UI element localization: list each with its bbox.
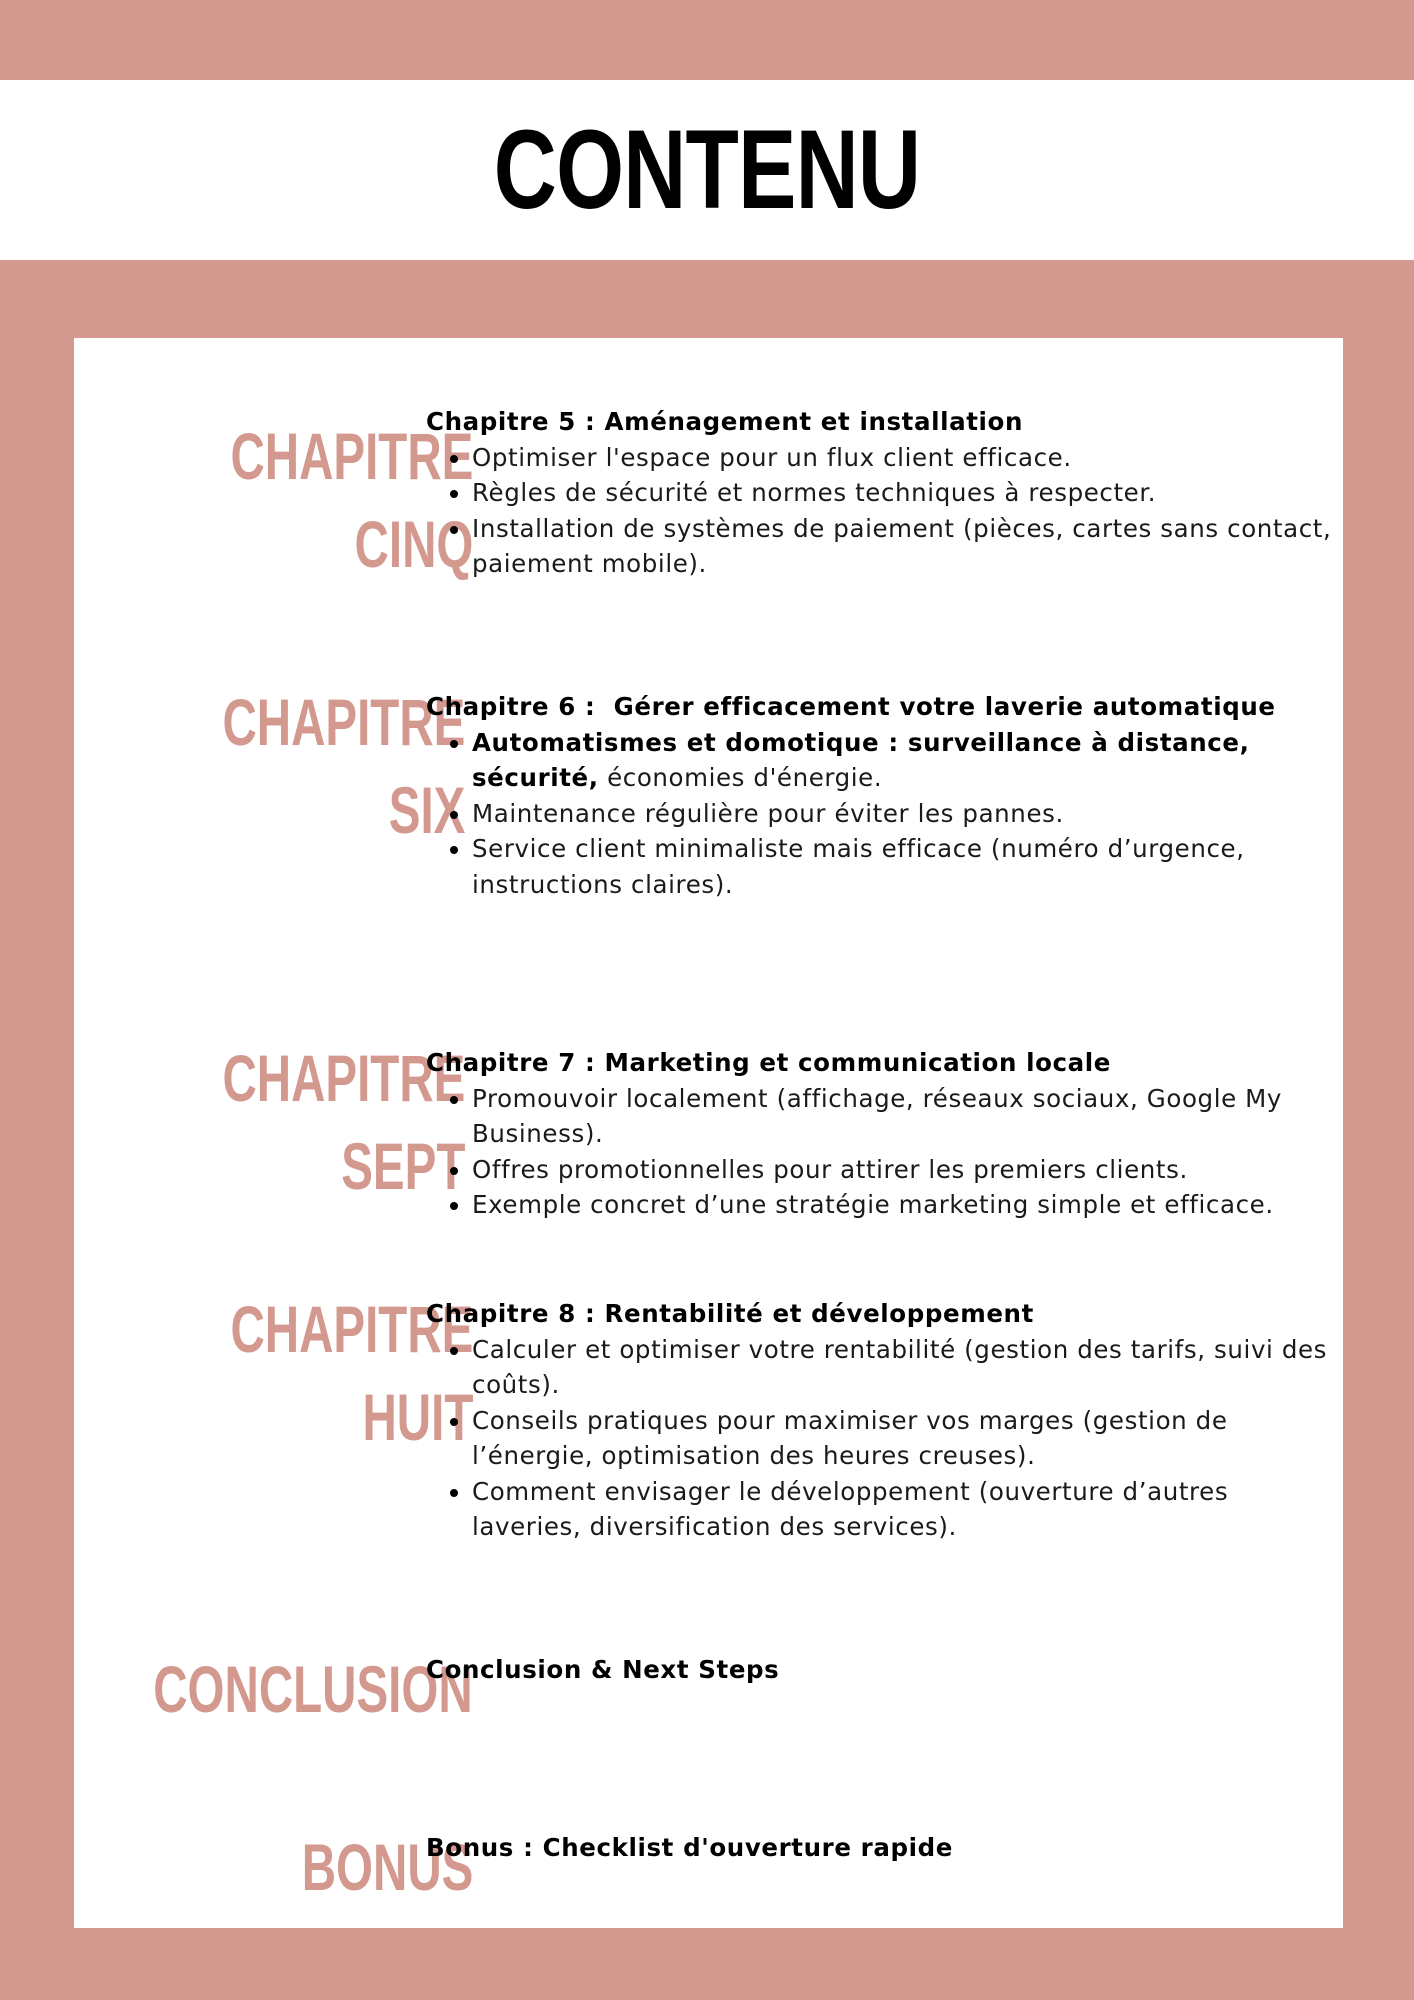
- list-item: • Promouvoir localement (affichage, réseaux sociaux, Google My Business).: [472, 1081, 1332, 1152]
- chapter-label-line1: CHAPITRE: [230, 419, 473, 493]
- list-item: • Exemple concret d’une stratégie marketing simple et efficace.: [472, 1187, 1332, 1223]
- list-item: • Installation de systèmes de paiement (pièces, cartes sans contact, paiement mobile).: [472, 511, 1332, 582]
- chapter-heading: Chapitre 5 : Aménagement et installation: [426, 407, 1024, 436]
- list-item: • Maintenance régulière pour éviter les pannes.: [472, 796, 1332, 832]
- page-title: CONTENU: [493, 107, 921, 232]
- chapter-content: [426, 404, 1332, 582]
- list-item: • Offres promotionnelles pour attirer les premiers clients.: [472, 1152, 1332, 1188]
- chapter-label-line1: BONUS: [301, 1830, 473, 1904]
- chapter-content: [426, 1296, 1332, 1545]
- chapter-label-line2: SIX: [388, 773, 465, 847]
- chapter-label-line1: CHAPITRE: [222, 1041, 465, 1115]
- chapter-heading: Chapitre 8 : Rentabilité et développement: [426, 1299, 1034, 1328]
- chapter-content: [426, 1652, 1332, 1688]
- chapter-label-line2: SEPT: [340, 1129, 465, 1203]
- chapter-heading: Bonus : Checklist d'ouverture rapide: [426, 1833, 953, 1862]
- list-item: • Service client minimaliste mais efficace (numéro d’urgence, instructions claires).: [472, 831, 1332, 902]
- list-item: • Optimiser l'espace pour un flux client efficace.: [472, 440, 1332, 476]
- list-item: [472, 725, 1332, 796]
- table-of-contents-card: [74, 338, 1343, 1928]
- chapter-content: [426, 689, 1332, 902]
- list-item: • Calculer et optimiser votre rentabilité (gestion des tarifs, suivi des coûts).: [472, 1332, 1332, 1403]
- list-item-bold-text: Automatismes et domotique : surveillance à distance, sécurité,: [472, 727, 1250, 792]
- chapter-label-line2: CINQ: [354, 507, 473, 581]
- chapter-heading: Chapitre 7 : Marketing et communication locale: [426, 1048, 1112, 1077]
- chapter-bullet-list: [426, 725, 1332, 903]
- list-item: • Règles de sécurité et normes techniques à respecter.: [472, 475, 1332, 511]
- chapter-heading: Conclusion & Next Steps: [426, 1655, 780, 1684]
- chapter-content: [426, 1830, 1332, 1866]
- chapter-label-line1: CONCLUSION: [153, 1652, 473, 1726]
- list-item: • Conseils pratiques pour maximiser vos marges (gestion de l’énergie, optimisation des heures creuses).: [472, 1403, 1332, 1474]
- chapter-bullet-list: [426, 440, 1332, 582]
- chapter-bullet-list: [426, 1332, 1332, 1545]
- chapter-label-line1: CHAPITRE: [222, 685, 465, 759]
- list-item-text: économies d'énergie.: [598, 763, 883, 792]
- chapter-heading: Chapitre 6 : Gérer efficacement votre laverie automatique: [426, 692, 1276, 721]
- chapter-content: [426, 1045, 1332, 1223]
- chapter-label-line2: HUIT: [362, 1380, 473, 1454]
- chapter-label-line1: CHAPITRE: [230, 1292, 473, 1366]
- list-item: • Comment envisager le développement (ouverture d’autres laveries, diversification des services).: [472, 1474, 1332, 1545]
- chapter-bullet-list: [426, 1081, 1332, 1223]
